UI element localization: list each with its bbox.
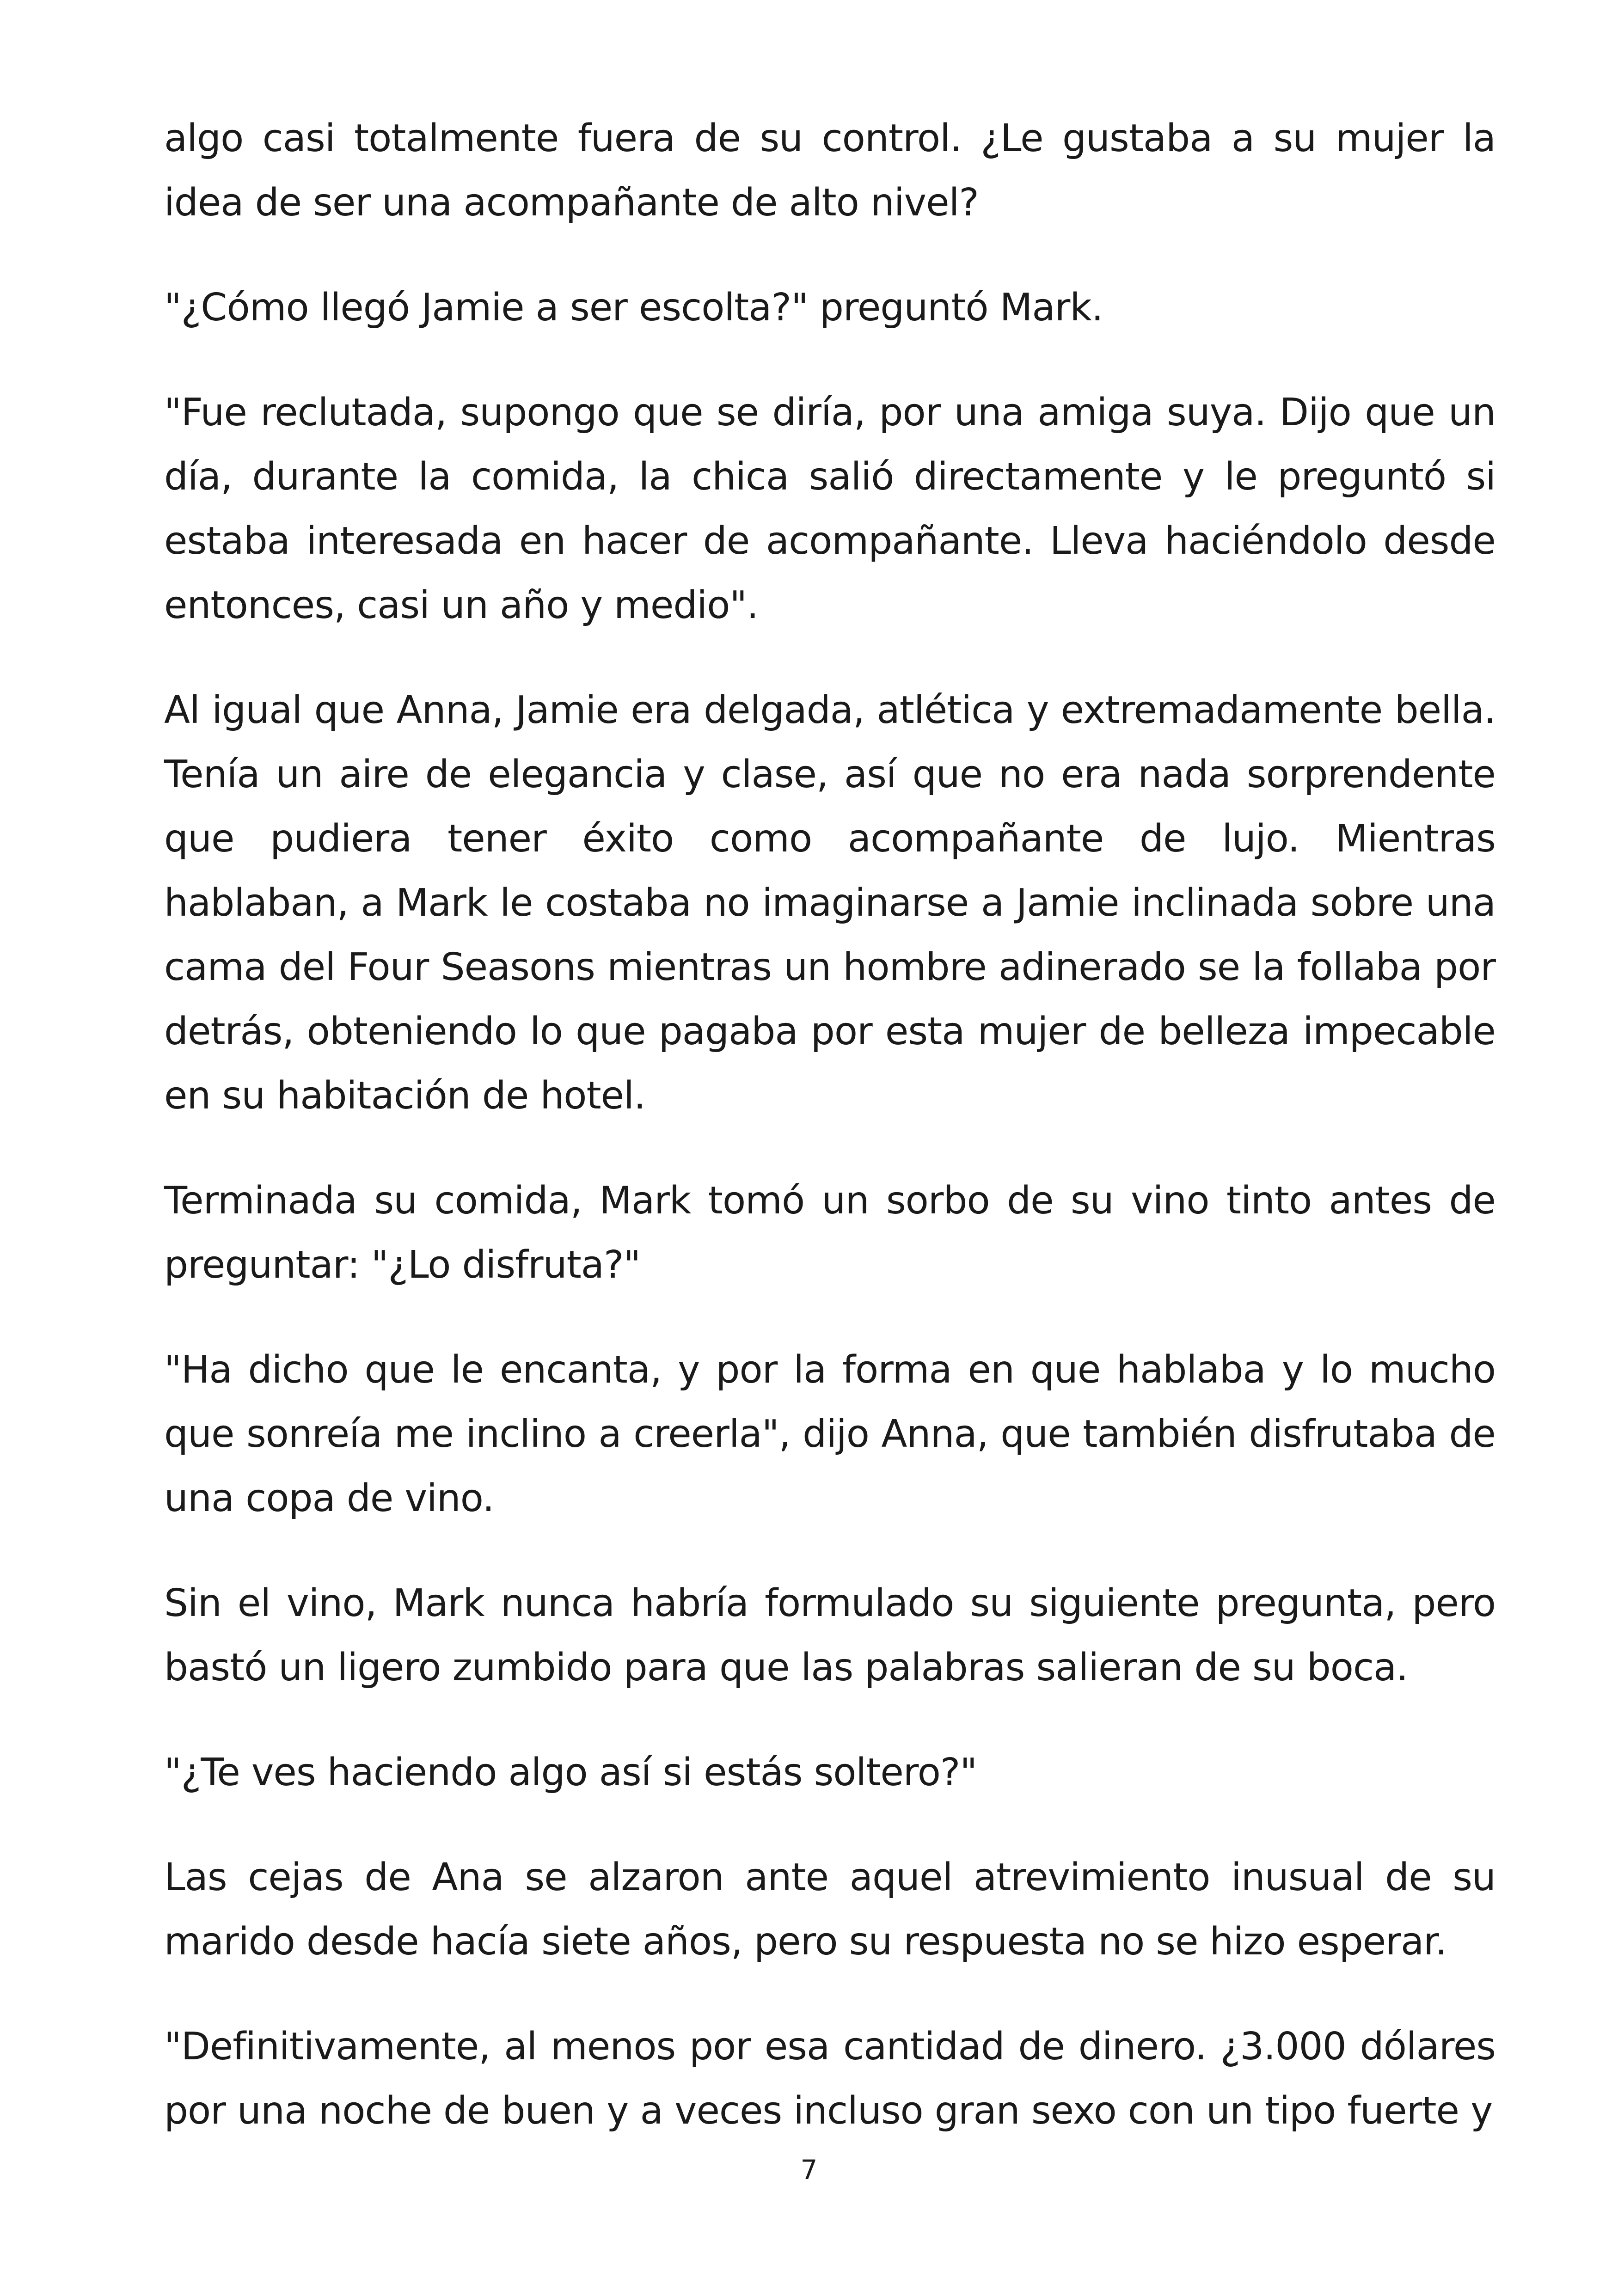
page-number: 7: [800, 2154, 818, 2186]
paragraph: Las cejas de Ana se alzaron ante aquel atrevimiento inusual de su marido desde hacía siete años, pero su respuesta no se hizo esperar.: [164, 1855, 1495, 1964]
paragraph: "¿Te ves haciendo algo así si estás soltero?": [164, 1751, 977, 1794]
paragraph: "Fue reclutada, supongo que se diría, por una amiga suya. Dijo que un día, durante la comida, la chica salió directamente y le preguntó si estaba interesada en hacer de acompañante. Lleva haciéndolo desde entonces, casi un año y medio".: [164, 391, 1495, 627]
body-text: [164, 106, 1495, 2184]
paragraph: "Definitivamente, al menos por esa cantidad de dinero. ¿3.000 dólares por una noche de buen y a veces incluso gran sexo con un tipo fuerte y: [164, 2025, 1495, 2133]
paragraph: "Ha dicho que le encanta, y por la forma en que hablaba y lo mucho que sonreía me inclino a creerla", dijo Anna, que también disfrutaba de una copa de vino.: [164, 1348, 1495, 1520]
paragraph: "¿Cómo llegó Jamie a ser escolta?" preguntó Mark.: [164, 286, 1103, 330]
paragraph: Al igual que Anna, Jamie era delgada, atlética y extremadamente bella. Tenía un aire de elegancia y clase, así que no era nada sorprendente que pudiera tener éxito como acompañante de lujo. Mientras hablaban, a Mark le costaba no imaginarse a Jamie inclinada sobre una cama del Four Seasons mientras un hombre adinerado se la follaba por detrás, obteniendo lo que pagaba por esta mujer de belleza impecable en su habitación de hotel.: [164, 688, 1495, 1118]
paragraph: Terminada su comida, Mark tomó un sorbo de su vino tinto antes de preguntar: "¿Lo disfruta?": [164, 1179, 1495, 1287]
paragraph: algo casi totalmente fuera de su control. ¿Le gustaba a su mujer la idea de ser una acompañante de alto nivel?: [164, 116, 1495, 225]
paragraph: Sin el vino, Mark nunca habría formulado su siguiente pregunta, pero bastó un ligero zumbido para que las palabras salieran de su boca.: [164, 1581, 1495, 1690]
